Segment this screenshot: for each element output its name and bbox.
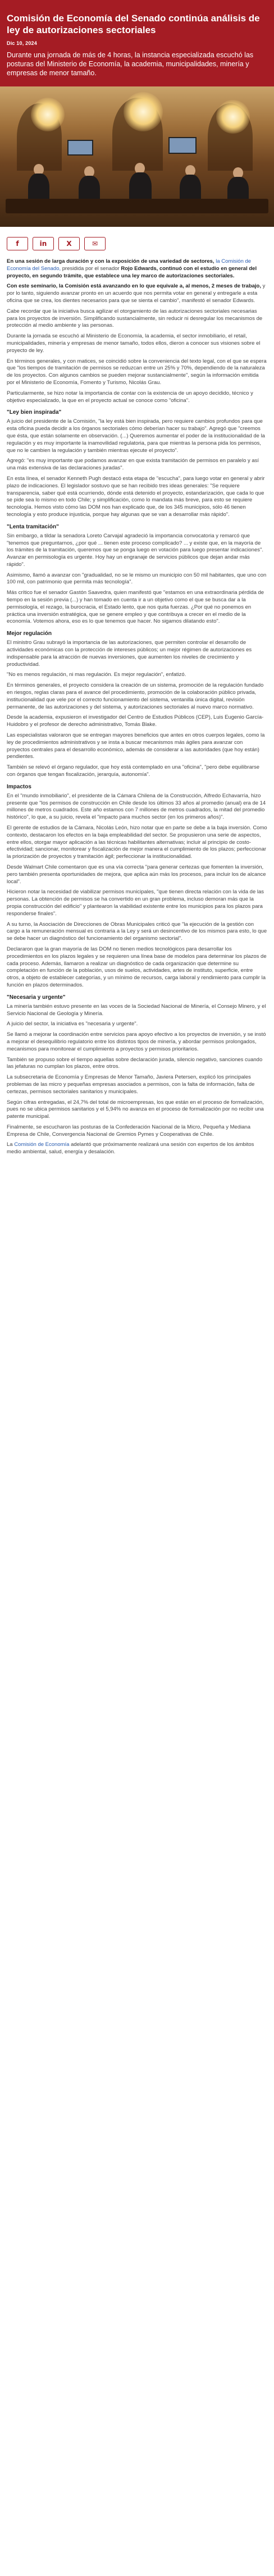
paragraph: Hicieron notar la necesidad de viabilizar permisos municipales, "que tienen directa relación con la vida de las personas. La obtención de permisos se ha convertido en un gran problema, incluso demoran más que la propia construcción del edificio" y plantearon la viabilidad existente entre los municipios para los plazos para responderse finales". [7, 889, 264, 917]
facebook-icon: f [16, 240, 19, 248]
share-facebook-button[interactable] [7, 237, 28, 250]
paragraph: Cabe recordar que la iniciativa busca agilizar el otorgamiento de las autorizaciones sectoriales necesarias para los proyectos de inversión. Simplificando sustancialmente, sin reducir ni desregular los mecanismos de protección al medio ambiente y las personas. [7, 308, 263, 329]
share-email-button[interactable] [84, 237, 106, 250]
paragraph: Desde Walmart Chile comentaron que es una vía correcta "para generar certezas que fomenten la inversión, pero también presenta oportunidades de mejora, que aplica aún más los procesos, para incluir los de alcance local". [7, 864, 266, 885]
paragraph: Las especialistas valoraron que se entregan mayores beneficios que antes en otros cuerpos legales, como la ley de procedimientos administrativos y se insta a buscar mecanismos más ágiles para avanzar con proyectos centrales para el desarrollo económico, además de considerar a las autoridades (que hoy están) pendientes. [7, 732, 265, 760]
paragraph: Se llamó a mejorar la coordinación entre servicios para apoyo efectivo a los proyectos de inversión, y se instó a mejorar el desequilibrio regulatorio entre los distintos tipos de minería, y abordar permisos prolongados, mecanismos para monitorear el cumplimiento a proyectos y permisos prioritarios. [7, 1031, 266, 1052]
paragraph: El ministro Grau subrayó la importancia de las autorizaciones, que permiten controlar el desarrollo de actividades económicas con la protección de intereses públicos; un mejor régimen de autorizaciones es indispensable para la atracción de nuevas inversiones, que aumenten los niveles de crecimiento y productividad. [7, 640, 252, 668]
linkedin-icon: in [39, 240, 47, 248]
paragraph: En esta línea, el senador Kenneth Pugh destacó esta etapa de "escucha", para luego votar en general y abrir plazo de indicaciones. El legislador sostuvo que se han recibido tres ideas generales: "Se requiere transparencia, saber qué está ocurriendo, dónde está detenido el proyecto, estandarización, que cada lo que se pide sea lo mismo en todo Chile; y simplificación, como lo mandata más breve, para esto se requiere tecnología. Hemos visto cómo las DOM nos han explicado que, de los 345 municipios, sólo 46 tienen tecnología y esto produce injusticia, porque hay algunas que se van a desarrollar más rápido". [7, 475, 265, 518]
paragraph: La minería también estuvo presente en las voces de la Sociedad Nacional de Minería, el Consejo Minero, y el Servicio Nacional de Geología y Minería. [7, 1003, 266, 1017]
article-header [0, 0, 274, 86]
article-body [0, 258, 274, 1176]
section-heading: "Ley bien inspirada" [7, 409, 62, 416]
paragraph: Finalmente, se escucharon las posturas de la Confederación Nacional de la Micro, Pequeña y Mediana Empresa de Chile, Convergencia Nacional de Gremios Pymes y Cooperativas de Chile. [7, 1123, 251, 1138]
paragraph: Más crítico fue el senador Gastón Saavedra, quien manifestó que "estamos en una extraordinaria pérdida de tiempo en la sesión previa (...) y han tomado en cuenta ir a un objetivo como el que se busca dar a la permisología, el rezago, la burocracia, el Estado lento, que nos quita fuerzas. ¿Por qué no ponemos en práctica una inversión estratégica, que se genere empleo y que contribuya a crecer en el medio de la economía. Votemos ahora, eso es lo que tenemos que hacer. No sigamos dilatando esto". [7, 590, 264, 625]
paragraph: Con este seminario, la Comisión está avanzando en lo que equivale a, al menos, 2 meses de trabajo, y por lo tanto, siguiendo avanzar pronto en un acuerdo que nos permita votar en general y entregarle a esta oficina que se crea, los dientes necesarios para que se sienta el cambio", manifestó el senador Edwards. [7, 283, 266, 304]
paragraph: La Comisión de Economía adelantó que próximamente realizará una sesión con expertos de los ámbitos medio ambiental, salud, energía y desalación. [7, 1141, 254, 1155]
paragraph: También se relevó el órgano regulador, que hoy está contemplado en una "oficina", "pero debe equilibrarse con órganos que tengan fiscalización, jerarquía, autonomía". [7, 764, 260, 778]
paragraph: Sin embargo, a tildar la senadora Loreto Carvajal agradeció la importancia convocatoria y remarcó que "tenemos que preguntarnos, ¿por qué ... tienen este proceso complicado? ... y existe que, en la mayoría de los trámites de la tramitación, queremos que se ponga luego en votación para luego presentar indicaciones". Avanzar en permisología es urgente. Hoy hay un engranaje de servicios públicos que dejan andar más rápido". [7, 532, 264, 568]
commission-link[interactable]: Comisión de Economía [14, 1141, 70, 1148]
paragraph: También se propuso sobre el tiempo aquellas sobre declaración jurada, silencio negativo, sanciones cuando las jefaturas no cumplan los plazos, entre otros. [7, 1056, 263, 1070]
paragraph: En términos generales, y con matices, se coincidió sobre la conveniencia del texto legal, con el que se espera que "los tiempos de tramitación de permisos se reduzcan entre un 25% y 70%, dependiendo de la naturaleza de los proyectos. Con algunos cambios se pueden mejorar sustancialmente", según la información emitida por el Ministerio de Economía, Fomento y Turismo, Nicolás Grau. [7, 358, 267, 386]
paragraph: Declararon que la gran mayoría de las DOM no tienen medios tecnológicos para desarrollar los procedimientos en los plazos legales y se requieren una línea base de modelos para determinar los plazos de cada proceso. Además, llamaron a realizar un diagnóstico de cada organización que determine su completación en función de la población, usos de suelos, actividades, artes de instituto, superficie, entre otros, a objeto de establecer categorías, y un mínimo de recursos, carga laboral y rendimiento para cumplir la función en plazos determinados. [7, 946, 267, 988]
paragraph: En una sesión de larga duración y con la exposición de una variedad de sectores, la Comisión de Economía del Senado, presidida por el senador Rojo Edwards, continuó con el estudio en general del proyecto, en segundo trámite, que establece una ley marco de autorizaciones sectoriales. [7, 258, 257, 279]
share-bar [0, 227, 274, 258]
paragraph: Particularmente, se hizo notar la importancia de contar con la existencia de un apoyo decidido, técnico y objetivo especializado, la que en el proyecto actual se conoce como "oficina". [7, 390, 253, 404]
email-icon: ✉ [92, 240, 98, 248]
page-title: Comisión de Economía del Senado continúa análisis de ley de autorizaciones sectoriales [7, 13, 260, 35]
paragraph: En el "mundo inmobiliario", el presidente de la Cámara Chilena de la Construcción, Alfredo Echavarría, hizo presente que "los permisos de construcción en Chile desde los últimos 33 años al promedio (anual) era de 14 millones de metros cuadrados. Este año estamos con 7 millones de metros cuadrados, la mitad del promedio histórico", lo que, a su juicio, revela el "impacto para muchos sector (en los primeros años)". [7, 792, 266, 821]
section-heading: Impactos [7, 783, 31, 790]
share-x-button[interactable] [58, 237, 80, 250]
paragraph: En términos generales, el proyecto considera la creación de un sistema, promoción de la regulación fundado en riesgos, reglas claras para el avance del procedimiento, promoción de la colaboración público privada, institucionalidad que vele por el correcto funcionamiento del sistema, ventanilla única digital, revisión permanente, de las autorizaciones y del sistema, y autorizaciones sectoriales al nuevo marco normativo. [7, 682, 264, 710]
article-lead: Durante una jornada de más de 4 horas, la instancia especializada escuchó las posturas del Ministerio de Economía, la academia, municipalidades, minería y empresas de menor tamaño. [7, 51, 254, 77]
section-heading: "Necesaria y urgente" [7, 994, 66, 1001]
paragraph: Según cifras entregadas, el 24,7% del total de microempresas, los que están en el proceso de formalización, pues no se ubica permisos sanitarios y el 5,94% no avanza en el proceso de formalización por no recibir una patente municipal. [7, 1099, 264, 1120]
section-heading: "Lenta tramitación" [7, 523, 59, 530]
paragraph: A juicio del sector, la iniciativa es "necesaria y urgente". [7, 1021, 138, 1027]
section-heading: Mejor regulación [7, 631, 52, 637]
paragraph: El gerente de estudios de la Cámara, Nicolás León, hizo notar que en parte se debe a la baja inversión. Como contexto, destacaron los efectos en la baja empleabilidad del sector. Se propusieron una serie de aspectos, entre ellos, otorgar mayor aplicación a las técnicas habilitantes alternativas; incluir al principio de costo-efectividad; sancionar, monitorear y fiscalización de mejor manera el cumplimiento de los plazos; perfeccionar la priorización de proyectos y tramitación ágil; perfeccionar la institucionalidad. [7, 825, 267, 860]
paragraph: A su turno, la Asociación de Direcciones de Obras Municipales criticó que "la ejecución de la gestión con cargo a la remuneración mensual es contraria a la Ley y será un desincentivo de los mismos para esto, lo que se debe hacer un diagnóstico del funcionamiento del organismo sectorial". [7, 921, 267, 942]
paragraph: Asimismo, llamó a avanzar con "gradualidad, no se le mismo un municipio con 50 mil habitantes, que uno con 100 mil, con patrimonio que permita más tecnología". [7, 572, 267, 586]
paragraph: "No es menos regulación, ni mas regulación. Es mejor regulación", enfatizó. [7, 672, 186, 678]
paragraph: La subsecretaria de Economía y Empresas de Menor Tamaño, Javiera Petersen, explicó los principales problemas de las micro y pequeñas empresas asociados a permisos, con la falta de información, falta de certezas, permisos sectoriales sanitarios y municipales. [7, 1074, 255, 1095]
x-icon: X [66, 240, 72, 248]
hero-photo [0, 86, 274, 227]
paragraph: Desde la academia, expusieron el investigador del Centro de Estudios Públicos (CEP), Luis Eugenio García-Huidobro y el profesor de derecho administrativo, Tomás Blake. [7, 714, 264, 728]
paragraph: Agregó: "es muy importante que podamos avanzar en que exista tramitación de permisos en paralelo y así una más extensiva de las declaraciones juradas". [7, 458, 259, 472]
share-linkedin-button[interactable] [33, 237, 54, 250]
commission-link[interactable]: la Comisión de Economía del Senado, [7, 258, 252, 272]
publish-date: Dic 10, 2024 [7, 40, 37, 46]
paragraph: A juicio del presidente de la Comisión, "la ley está bien inspirada, pero requiere cambios profundos para que esta oficina pueda decidir a los órganos sectoriales cómo deberían hacer su trabajo". Agregó que "creemos que ésta, que están solamente en observación. (...) Queremos aumentar el poder de la institucionalidad de la regulación y es muy importante la inamovilidad regulatoria, para que mientras la persona pida los permisos, que no le cambien la regulación y también mientras ejecute el proyecto". [7, 418, 265, 454]
paragraph: Durante la jornada se escuchó al Ministerio de Economía, la academia, el sector inmobiliario, el retail, municipalidades, minería y empresas de menor tamaño, todos ellos, dieron a conocer sus visiones sobre el proyecto de ley. [7, 333, 261, 354]
